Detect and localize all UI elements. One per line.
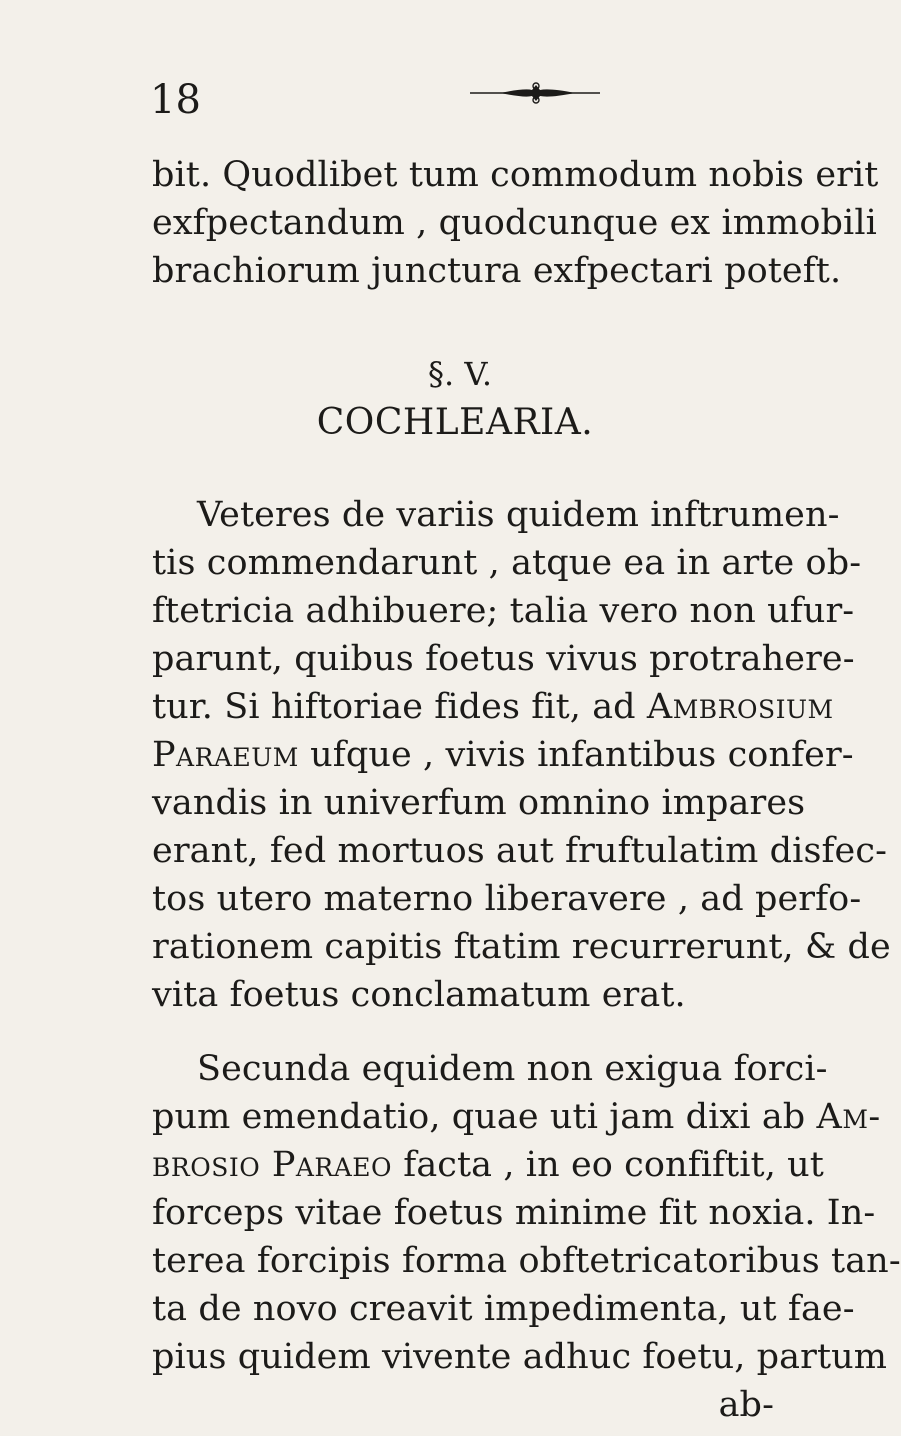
text-line: bit. Quodlibet tum commodum nobis erit: [152, 155, 879, 195]
text-line: [152, 687, 834, 738]
author-name: Ambrosium: [646, 687, 834, 727]
catchword: ab-: [718, 1385, 774, 1425]
text-line: brachiorum junctura exfpectari poteft.: [152, 251, 842, 291]
paragraph-continuation: [152, 155, 879, 302]
text-run: pum emendatio, quae uti jam dixi ab: [152, 1097, 817, 1137]
text-line: terea forcipis forma obftetricatoribus tan-: [152, 1241, 901, 1281]
author-name: Paraeum: [152, 735, 299, 775]
text-line: forceps vitae foetus minime fit noxia. In-: [152, 1193, 876, 1233]
text-line: rationem capitis ftatim recurrerunt, & de: [152, 927, 891, 967]
text-line: ta de novo creavit impedimenta, ut fae-: [152, 1289, 855, 1329]
text-line: erant, fed mortuos aut fruftulatim disfec-: [152, 831, 887, 871]
author-name: Am-: [816, 1097, 881, 1137]
header-ornament: [470, 82, 600, 104]
paragraph-veteres: [152, 495, 891, 1026]
text-line: pius quidem vivente adhuc foetu, partum: [152, 1337, 888, 1377]
page-number: 18: [150, 77, 201, 123]
text-line: vita foetus conclamatum erat.: [152, 975, 686, 1015]
paragraph-secunda: [152, 1049, 901, 1436]
section-title: COCHLEARIA.: [316, 402, 594, 443]
text-run: ufque , vivis infantibus confer-: [298, 735, 854, 775]
text-line: Secunda equidem non exigua forci-: [197, 1049, 828, 1089]
text-line: [152, 735, 854, 786]
text-line: parunt, quibus foetus vivus protrahere-: [152, 639, 855, 679]
text-line: vandis in univerfum omnino impares: [152, 783, 806, 823]
text-line: tis commendarunt , atque ea in arte ob-: [152, 543, 862, 583]
section-number: §. V.: [427, 355, 493, 393]
text-line: ftetricia adhibuere; talia vero non ufur-: [152, 591, 855, 631]
text-run: facta , in eo confiftit, ut: [392, 1145, 824, 1185]
text-line: [152, 1145, 824, 1196]
text-line: exfpectandum , quodcunque ex immobili: [152, 203, 877, 243]
author-name: brosio Paraeo: [152, 1145, 393, 1185]
text-line: tos utero materno liberavere , ad perfo-: [152, 879, 862, 919]
text-line: Veteres de variis quidem inftrumen-: [197, 495, 840, 535]
text-line: [152, 1097, 881, 1148]
text-run: tur. Si hiftoriae fides fit, ad: [152, 687, 647, 727]
